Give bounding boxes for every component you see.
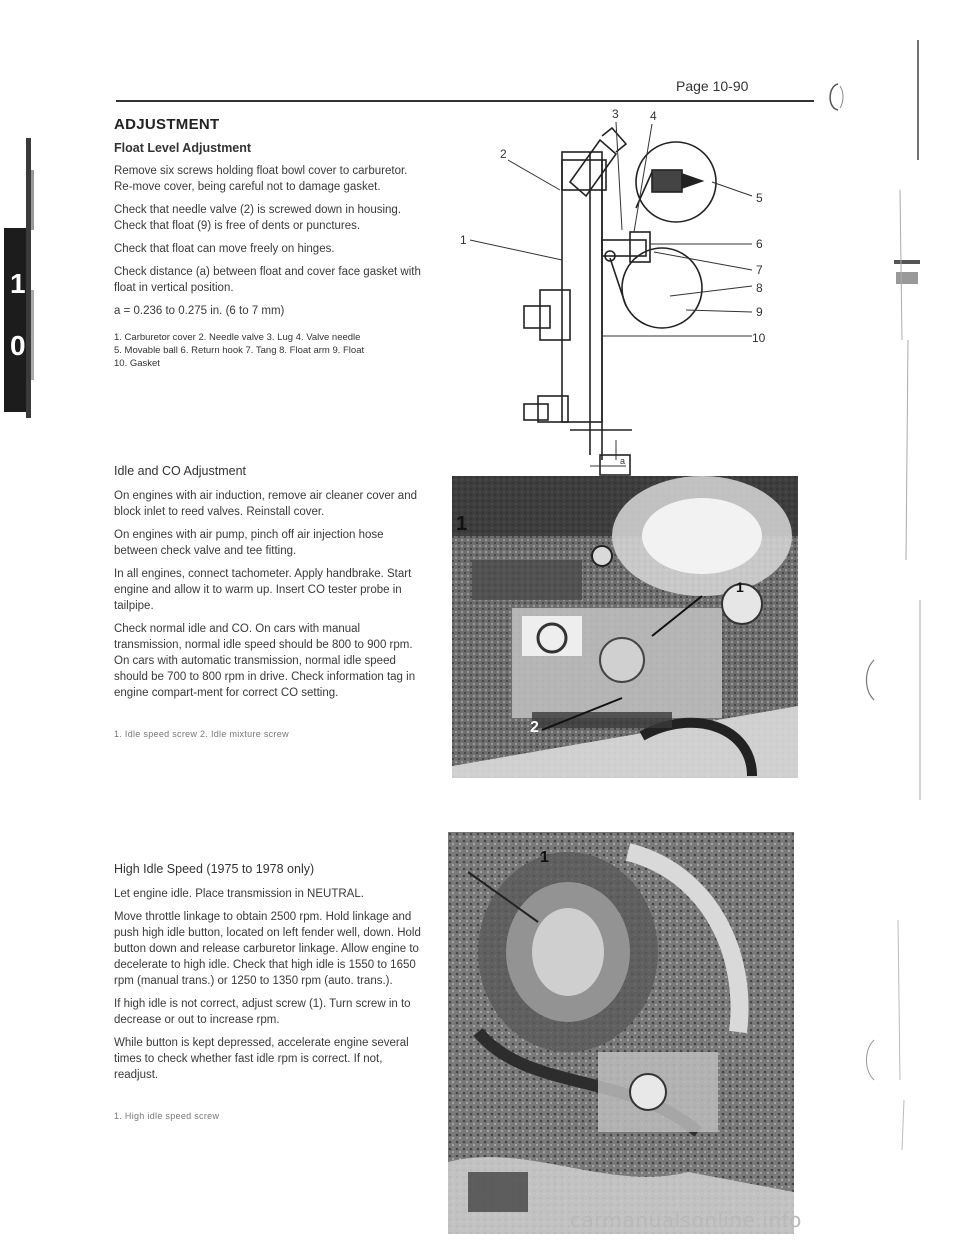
watermark: carmanualsonline.info [570, 1208, 802, 1232]
paragraph: On engines with air induction, remove air cleaner cover and block inlet to reed valves. Reinstall cover. [114, 490, 417, 518]
callout-7: 7 [756, 263, 763, 277]
scan-margin-marks [860, 40, 960, 1190]
figure-caption [114, 331, 426, 370]
page-number: Page 10-90 [676, 78, 749, 94]
chapter-digit: 0 [10, 330, 26, 361]
photo-callout-1: 1 [736, 579, 744, 595]
callout-2: 2 [500, 147, 507, 161]
paragraph: Check that needle valve (2) is screwed down in housing. Check that float (9) is free of dents or punctures. [114, 204, 402, 232]
chapter-tab [4, 228, 26, 412]
chapter-tab-edge [26, 130, 36, 430]
idle-co-section [114, 464, 426, 739]
paragraph: Remove six screws holding float bowl cover to carburetor. Re-move cover, being careful not to damage gasket. [114, 165, 408, 193]
photo-callout-1: 1 [456, 513, 468, 535]
subsection-title: High Idle Speed (1975 to 1978 only) [114, 862, 315, 876]
float-spec: a = 0.236 to 0.275 in. (6 to 7 mm) [114, 305, 285, 317]
photo-callout-1: 1 [540, 849, 549, 866]
paragraph: Check distance (a) between float and cover face gasket with float in vertical position. [114, 266, 421, 294]
paragraph: Check normal idle and CO. On cars with manual transmission, normal idle speed should be 800 to 900 rpm. On cars with automatic transmission, normal idle speed should be 700 to 800 rpm in drive. Check information tag in engine compart-ment for correct CO setting. [114, 623, 416, 699]
caption-line: 5. Movable ball 6. Return hook 7. Tang 8. Float arm 9. Float [114, 345, 365, 356]
callout-1: 1 [460, 233, 467, 247]
paragraph: Let engine idle. Place transmission in NEUTRAL. [114, 888, 364, 900]
callout-10: 10 [752, 331, 766, 345]
figure-caption: 1. High idle speed screw [114, 1111, 220, 1121]
paragraph: Check that float can move freely on hinges. [114, 243, 335, 255]
carburetor-float-diagram [440, 100, 860, 480]
idle-screws-photo [452, 476, 798, 778]
caption-line: 10. Gasket [114, 358, 160, 369]
dimension-label-a: a [620, 456, 626, 466]
caption-line: 1. Carburetor cover 2. Needle valve 3. Lug 4. Valve needle [114, 332, 361, 343]
high-idle-section [114, 862, 426, 1121]
callout-5: 5 [756, 191, 763, 205]
callout-4: 4 [650, 109, 657, 123]
paragraph: On engines with air pump, pinch off air injection hose between check valve and tee fitting. [114, 529, 384, 557]
callout-9: 9 [756, 305, 763, 319]
callout-3: 3 [612, 107, 619, 121]
chapter-digit: 1 [10, 268, 26, 299]
figure-caption: 1. Idle speed screw 2. Idle mixture screw [114, 729, 289, 739]
subsection-title: Idle and CO Adjustment [114, 464, 247, 478]
paragraph: While button is kept depressed, accelerate engine several times to check whether fast idle rpm is correct. If not, readjust. [114, 1037, 409, 1081]
paragraph: In all engines, connect tachometer. Apply handbrake. Start engine and allow it to warm up. Insert CO tester probe in tailpipe. [114, 568, 412, 612]
subsection-title: Float Level Adjustment [114, 141, 252, 155]
paragraph: Move throttle linkage to obtain 2500 rpm. Hold linkage and push high idle button, located on left fender well, down. Hold button down and release carburetor linkage. Allow engine to decelerate to high idle. Check that high idle is 1550 to 1650 rpm (manual trans.) or 1250 to 1350 rpm (auto. trans.). [114, 911, 421, 987]
paragraph: If high idle is not correct, adjust screw (1). Turn screw in to decrease or out to increase rpm. [114, 998, 411, 1026]
callout-6: 6 [756, 237, 763, 251]
photo-callout-2: 2 [530, 719, 539, 736]
section-title: ADJUSTMENT [114, 116, 220, 133]
high-idle-screw-photo [448, 832, 794, 1234]
float-level-section [114, 116, 426, 370]
callout-8: 8 [756, 281, 763, 295]
